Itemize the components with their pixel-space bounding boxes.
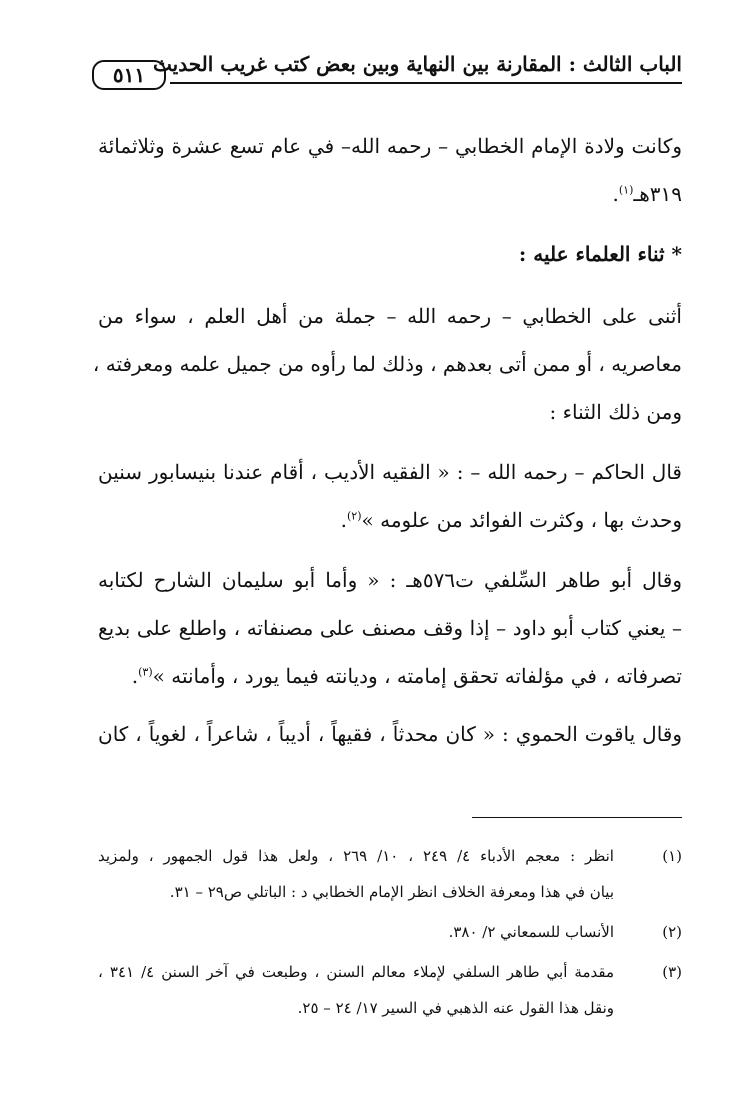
star-icon: * — [671, 242, 682, 266]
footnote-3 — [98, 954, 682, 1026]
header-rule — [170, 82, 682, 84]
paragraph-line — [98, 170, 682, 218]
footnote-ref-1: (١) — [618, 183, 634, 197]
page-number: ٥١١ — [92, 60, 166, 90]
paragraph-praise — [92, 292, 682, 436]
paragraph-line: – يعني كتاب أبو داود – إذا وقف مصنف على مصنفاته ، واطلع على بديع — [98, 616, 682, 640]
paragraph-line: وقال أبو طاهر السِّلفي ت٥٧٦هـ : « وأما أبو سليمان الشارح لكتابه — [98, 568, 682, 592]
paragraph-line: ومن ذلك الثناء : — [549, 400, 682, 424]
line-end: . — [340, 508, 347, 532]
footnote-line: انظر : معجم الأدباء ٤/ ٢٤٩ ، ١٠/ ٢٦٩ ، ولعل هذا قول الجمهور ، ولمزيد — [98, 847, 614, 865]
footnote-number: (٢) — [662, 923, 682, 941]
footnote-line: بيان في هذا ومعرفة الخلاف انظر الإمام الخطابي د : الباتلي ص٢٩ – ٣١. — [169, 883, 614, 901]
paragraph-silafi — [98, 556, 682, 700]
paragraph-line: قال الحاكم – رحمه الله – : « الفقيه الأديب ، أقام عندنا بنيسابور سنين — [98, 460, 682, 484]
footnote-ref-3: (٣) — [138, 665, 153, 679]
paragraph-hakim — [98, 448, 682, 544]
footnote-1 — [98, 838, 682, 910]
paragraph-line: وقال ياقوت الحموي : « كان محدثاً ، فقيهاً ، أديباً ، شاعراً ، لغوياً ، كان — [98, 722, 682, 746]
footnote-line: مقدمة أبي طاهر السلفي لإملاء معالم السنن ، وطبعت في آخر السنن ٤/ ٣٤١ ، — [98, 963, 614, 981]
paragraph-line — [98, 652, 682, 700]
line-end: . — [131, 664, 139, 688]
paragraph-line — [98, 496, 682, 544]
line-end: . — [612, 182, 619, 206]
footnote-2 — [98, 914, 682, 950]
footnote-number: (٣) — [662, 963, 682, 981]
paragraph-line: أثنى على الخطابي – رحمه الله – جملة من أهل العلم ، سواء من — [98, 304, 682, 328]
paragraph-birth — [98, 122, 682, 218]
page-header — [92, 50, 682, 90]
footnote-number: (١) — [662, 847, 682, 865]
paragraph-yaqut — [98, 710, 682, 758]
footnote-line: الأنساب للسمعاني ٢/ ٣٨٠. — [448, 923, 614, 941]
footnote-ref-2: (٢) — [347, 509, 362, 523]
quote-text: تصرفاته ، في مؤلفاته تحقق إمامته ، وديانته فيما يورد ، وأمانته » — [152, 664, 682, 688]
birth-year: ٣١٩هـ — [633, 182, 682, 206]
footnote-separator — [472, 817, 682, 818]
footnote-line: ونقل هذا القول عنه الذهبي في السير ١٧/ ٢٤ – ٢٥. — [297, 999, 614, 1017]
running-title: الباب الثالث : المقارنة بين النهاية وبين بعض كتب غريب الحديث — [153, 52, 682, 76]
quote-text: وحدث بها ، وكثرت الفوائد من علومه » — [361, 508, 682, 532]
heading-text: ثناء العلماء عليه : — [518, 242, 665, 266]
paragraph-line: معاصريه ، أو ممن أتى بعدهم ، وذلك لما رأوه من جميل علمه ومعرفته ، — [92, 352, 682, 376]
section-heading — [98, 230, 682, 278]
paragraph-line: وكانت ولادة الإمام الخطابي – رحمه الله– في عام تسع عشرة وثلاثمائة — [98, 134, 682, 158]
heading-line — [98, 230, 682, 278]
